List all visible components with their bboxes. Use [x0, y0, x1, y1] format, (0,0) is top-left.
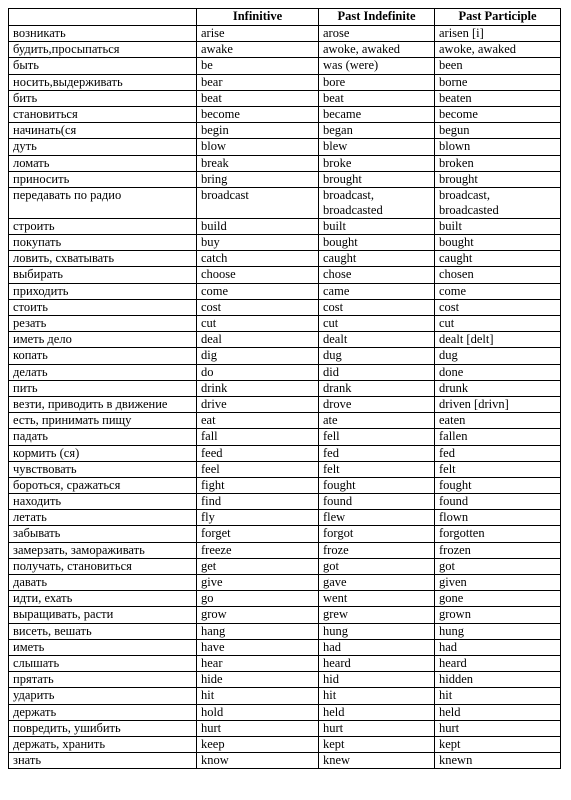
- cell-past-participle: borne: [435, 74, 561, 90]
- cell-translation: делать: [9, 364, 197, 380]
- table-row: [9, 283, 561, 299]
- cell-past-participle: kept: [435, 736, 561, 752]
- cell-infinitive: fight: [197, 477, 319, 493]
- cell-infinitive: forget: [197, 526, 319, 542]
- cell-translation: чувствовать: [9, 461, 197, 477]
- cell-past-indefinite: went: [319, 591, 435, 607]
- table-row: [9, 429, 561, 445]
- cell-past-participle: hidden: [435, 672, 561, 688]
- cell-past-indefinite: came: [319, 283, 435, 299]
- table-row: [9, 139, 561, 155]
- cell-past-indefinite: gave: [319, 575, 435, 591]
- cell-translation: есть, принимать пищу: [9, 413, 197, 429]
- cell-past-indefinite: grew: [319, 607, 435, 623]
- cell-translation: приходить: [9, 283, 197, 299]
- cell-translation: копать: [9, 348, 197, 364]
- cell-past-indefinite: dealt: [319, 332, 435, 348]
- cell-translation: быть: [9, 58, 197, 74]
- cell-translation: везти, приводить в движение: [9, 396, 197, 412]
- table-row: [9, 477, 561, 493]
- cell-past-participle: become: [435, 106, 561, 122]
- cell-translation: слышать: [9, 655, 197, 671]
- cell-past-indefinite: felt: [319, 461, 435, 477]
- cell-translation: идти, ехать: [9, 591, 197, 607]
- cell-past-indefinite: hit: [319, 688, 435, 704]
- cell-translation: ударить: [9, 688, 197, 704]
- cell-translation: носить,выдерживать: [9, 74, 197, 90]
- cell-past-participle: begun: [435, 123, 561, 139]
- header-translation: [9, 9, 197, 26]
- cell-translation: забывать: [9, 526, 197, 542]
- cell-translation: летать: [9, 510, 197, 526]
- table-row: [9, 526, 561, 542]
- cell-past-indefinite: hid: [319, 672, 435, 688]
- header-past-participle: Past Participle: [435, 9, 561, 26]
- cell-infinitive: get: [197, 558, 319, 574]
- table-row: [9, 591, 561, 607]
- cell-past-participle: flown: [435, 510, 561, 526]
- cell-past-indefinite: built: [319, 218, 435, 234]
- cell-infinitive: know: [197, 753, 319, 769]
- cell-past-indefinite: forgot: [319, 526, 435, 542]
- cell-past-participle: dealt [delt]: [435, 332, 561, 348]
- table-row: [9, 123, 561, 139]
- table-row: [9, 461, 561, 477]
- cell-translation: бороться, сражаться: [9, 477, 197, 493]
- table-row: [9, 720, 561, 736]
- cell-translation: давать: [9, 575, 197, 591]
- cell-infinitive: drive: [197, 396, 319, 412]
- cell-infinitive: become: [197, 106, 319, 122]
- cell-infinitive: bear: [197, 74, 319, 90]
- cell-past-participle: got: [435, 558, 561, 574]
- cell-past-participle: broadcast, broadcasted: [435, 187, 561, 218]
- cell-infinitive: beat: [197, 90, 319, 106]
- cell-translation: повредить, ушибить: [9, 720, 197, 736]
- cell-past-participle: caught: [435, 251, 561, 267]
- cell-past-indefinite: cut: [319, 316, 435, 332]
- cell-past-participle: frozen: [435, 542, 561, 558]
- cell-infinitive: go: [197, 591, 319, 607]
- cell-past-participle: forgotten: [435, 526, 561, 542]
- table-row: [9, 704, 561, 720]
- cell-translation: начинать(ся: [9, 123, 197, 139]
- cell-past-indefinite: bought: [319, 235, 435, 251]
- table-row: [9, 623, 561, 639]
- cell-infinitive: choose: [197, 267, 319, 283]
- cell-past-participle: hurt: [435, 720, 561, 736]
- table-row: [9, 251, 561, 267]
- cell-translation: бить: [9, 90, 197, 106]
- header-past-indefinite: Past Indefinite: [319, 9, 435, 26]
- cell-past-participle: brought: [435, 171, 561, 187]
- cell-infinitive: give: [197, 575, 319, 591]
- cell-infinitive: hide: [197, 672, 319, 688]
- header-infinitive: Infinitive: [197, 9, 319, 26]
- cell-infinitive: hang: [197, 623, 319, 639]
- cell-past-indefinite: became: [319, 106, 435, 122]
- cell-translation: покупать: [9, 235, 197, 251]
- cell-translation: дуть: [9, 139, 197, 155]
- cell-past-participle: arisen [i]: [435, 26, 561, 42]
- cell-infinitive: cost: [197, 299, 319, 315]
- cell-past-indefinite: did: [319, 364, 435, 380]
- cell-translation: строить: [9, 218, 197, 234]
- table-row: [9, 639, 561, 655]
- cell-infinitive: begin: [197, 123, 319, 139]
- cell-translation: получать, становиться: [9, 558, 197, 574]
- cell-past-participle: fought: [435, 477, 561, 493]
- cell-past-participle: cost: [435, 299, 561, 315]
- cell-past-participle: chosen: [435, 267, 561, 283]
- cell-past-indefinite: caught: [319, 251, 435, 267]
- table-row: [9, 542, 561, 558]
- table-row: [9, 74, 561, 90]
- cell-infinitive: drink: [197, 380, 319, 396]
- table-row: [9, 155, 561, 171]
- cell-translation: ловить, схватывать: [9, 251, 197, 267]
- cell-infinitive: deal: [197, 332, 319, 348]
- cell-past-participle: beaten: [435, 90, 561, 106]
- table-row: [9, 413, 561, 429]
- cell-past-indefinite: flew: [319, 510, 435, 526]
- cell-translation: стоить: [9, 299, 197, 315]
- table-row: [9, 187, 561, 218]
- cell-past-participle: felt: [435, 461, 561, 477]
- cell-past-indefinite: got: [319, 558, 435, 574]
- cell-past-participle: grown: [435, 607, 561, 623]
- table-row: [9, 106, 561, 122]
- cell-past-indefinite: heard: [319, 655, 435, 671]
- cell-translation: становиться: [9, 106, 197, 122]
- cell-past-participle: fed: [435, 445, 561, 461]
- cell-translation: иметь: [9, 639, 197, 655]
- cell-past-indefinite: fell: [319, 429, 435, 445]
- cell-past-indefinite: broadcast, broadcasted: [319, 187, 435, 218]
- cell-infinitive: find: [197, 494, 319, 510]
- table-row: [9, 558, 561, 574]
- cell-past-indefinite: hurt: [319, 720, 435, 736]
- cell-translation: держать: [9, 704, 197, 720]
- cell-past-indefinite: was (were): [319, 58, 435, 74]
- cell-past-indefinite: had: [319, 639, 435, 655]
- table-row: [9, 380, 561, 396]
- cell-past-indefinite: broke: [319, 155, 435, 171]
- table-row: [9, 736, 561, 752]
- cell-infinitive: cut: [197, 316, 319, 332]
- cell-translation: пить: [9, 380, 197, 396]
- irregular-verbs-table: [8, 8, 561, 769]
- cell-past-indefinite: dug: [319, 348, 435, 364]
- cell-past-participle: had: [435, 639, 561, 655]
- cell-infinitive: hit: [197, 688, 319, 704]
- table-header-row: [9, 9, 561, 26]
- table-row: [9, 267, 561, 283]
- cell-infinitive: hurt: [197, 720, 319, 736]
- cell-infinitive: feel: [197, 461, 319, 477]
- cell-past-participle: come: [435, 283, 561, 299]
- cell-past-indefinite: awoke, awaked: [319, 42, 435, 58]
- cell-past-indefinite: froze: [319, 542, 435, 558]
- cell-translation: кормить (ся): [9, 445, 197, 461]
- cell-infinitive: hear: [197, 655, 319, 671]
- cell-past-indefinite: drank: [319, 380, 435, 396]
- cell-infinitive: dig: [197, 348, 319, 364]
- table-row: [9, 445, 561, 461]
- cell-infinitive: freeze: [197, 542, 319, 558]
- table-row: [9, 672, 561, 688]
- cell-infinitive: have: [197, 639, 319, 655]
- cell-translation: замерзать, замораживать: [9, 542, 197, 558]
- cell-infinitive: grow: [197, 607, 319, 623]
- cell-past-participle: cut: [435, 316, 561, 332]
- cell-past-participle: fallen: [435, 429, 561, 445]
- table-row: [9, 607, 561, 623]
- cell-infinitive: eat: [197, 413, 319, 429]
- cell-past-indefinite: kept: [319, 736, 435, 752]
- cell-infinitive: keep: [197, 736, 319, 752]
- cell-translation: приносить: [9, 171, 197, 187]
- table-row: [9, 753, 561, 769]
- cell-past-participle: broken: [435, 155, 561, 171]
- cell-past-participle: heard: [435, 655, 561, 671]
- table-row: [9, 332, 561, 348]
- cell-infinitive: break: [197, 155, 319, 171]
- cell-past-indefinite: drove: [319, 396, 435, 412]
- cell-past-participle: found: [435, 494, 561, 510]
- cell-past-indefinite: found: [319, 494, 435, 510]
- cell-past-indefinite: cost: [319, 299, 435, 315]
- cell-past-participle: knewn: [435, 753, 561, 769]
- cell-past-indefinite: fought: [319, 477, 435, 493]
- cell-past-participle: gone: [435, 591, 561, 607]
- cell-translation: находить: [9, 494, 197, 510]
- cell-translation: резать: [9, 316, 197, 332]
- cell-past-indefinite: knew: [319, 753, 435, 769]
- table-row: [9, 510, 561, 526]
- cell-past-participle: drunk: [435, 380, 561, 396]
- table-row: [9, 90, 561, 106]
- cell-translation: знать: [9, 753, 197, 769]
- table-row: [9, 655, 561, 671]
- table-row: [9, 688, 561, 704]
- cell-infinitive: feed: [197, 445, 319, 461]
- cell-translation: передавать по радио: [9, 187, 197, 218]
- table-row: [9, 58, 561, 74]
- cell-infinitive: buy: [197, 235, 319, 251]
- cell-past-participle: hung: [435, 623, 561, 639]
- cell-translation: будить,просыпаться: [9, 42, 197, 58]
- table-body: [9, 26, 561, 769]
- cell-translation: висеть, вешать: [9, 623, 197, 639]
- cell-translation: держать, хранить: [9, 736, 197, 752]
- cell-infinitive: fall: [197, 429, 319, 445]
- cell-past-indefinite: held: [319, 704, 435, 720]
- cell-infinitive: come: [197, 283, 319, 299]
- cell-translation: иметь дело: [9, 332, 197, 348]
- table-row: [9, 494, 561, 510]
- cell-infinitive: fly: [197, 510, 319, 526]
- cell-past-participle: driven [drivn]: [435, 396, 561, 412]
- cell-past-participle: given: [435, 575, 561, 591]
- cell-past-participle: dug: [435, 348, 561, 364]
- table-row: [9, 26, 561, 42]
- cell-infinitive: hold: [197, 704, 319, 720]
- cell-past-participle: blown: [435, 139, 561, 155]
- cell-past-participle: awoke, awaked: [435, 42, 561, 58]
- cell-past-indefinite: bore: [319, 74, 435, 90]
- cell-translation: выращивать, расти: [9, 607, 197, 623]
- cell-past-indefinite: beat: [319, 90, 435, 106]
- table-row: [9, 235, 561, 251]
- cell-past-indefinite: chose: [319, 267, 435, 283]
- cell-past-indefinite: ate: [319, 413, 435, 429]
- table-row: [9, 575, 561, 591]
- cell-past-indefinite: hung: [319, 623, 435, 639]
- cell-past-participle: hit: [435, 688, 561, 704]
- table-row: [9, 218, 561, 234]
- cell-infinitive: build: [197, 218, 319, 234]
- document-page: [8, 8, 560, 769]
- cell-past-participle: held: [435, 704, 561, 720]
- cell-translation: падать: [9, 429, 197, 445]
- cell-past-participle: been: [435, 58, 561, 74]
- cell-past-participle: done: [435, 364, 561, 380]
- cell-past-participle: built: [435, 218, 561, 234]
- table-row: [9, 171, 561, 187]
- cell-infinitive: catch: [197, 251, 319, 267]
- cell-past-indefinite: blew: [319, 139, 435, 155]
- cell-infinitive: awake: [197, 42, 319, 58]
- cell-past-participle: eaten: [435, 413, 561, 429]
- cell-past-indefinite: fed: [319, 445, 435, 461]
- cell-infinitive: blow: [197, 139, 319, 155]
- cell-translation: ломать: [9, 155, 197, 171]
- cell-past-participle: bought: [435, 235, 561, 251]
- cell-infinitive: arise: [197, 26, 319, 42]
- cell-infinitive: do: [197, 364, 319, 380]
- table-row: [9, 396, 561, 412]
- cell-infinitive: bring: [197, 171, 319, 187]
- cell-translation: возникать: [9, 26, 197, 42]
- table-row: [9, 316, 561, 332]
- cell-infinitive: broadcast: [197, 187, 319, 218]
- table-row: [9, 364, 561, 380]
- cell-translation: выбирать: [9, 267, 197, 283]
- cell-past-indefinite: began: [319, 123, 435, 139]
- cell-past-indefinite: brought: [319, 171, 435, 187]
- table-row: [9, 299, 561, 315]
- table-row: [9, 42, 561, 58]
- table-row: [9, 348, 561, 364]
- cell-past-indefinite: arose: [319, 26, 435, 42]
- cell-infinitive: be: [197, 58, 319, 74]
- cell-translation: прятать: [9, 672, 197, 688]
